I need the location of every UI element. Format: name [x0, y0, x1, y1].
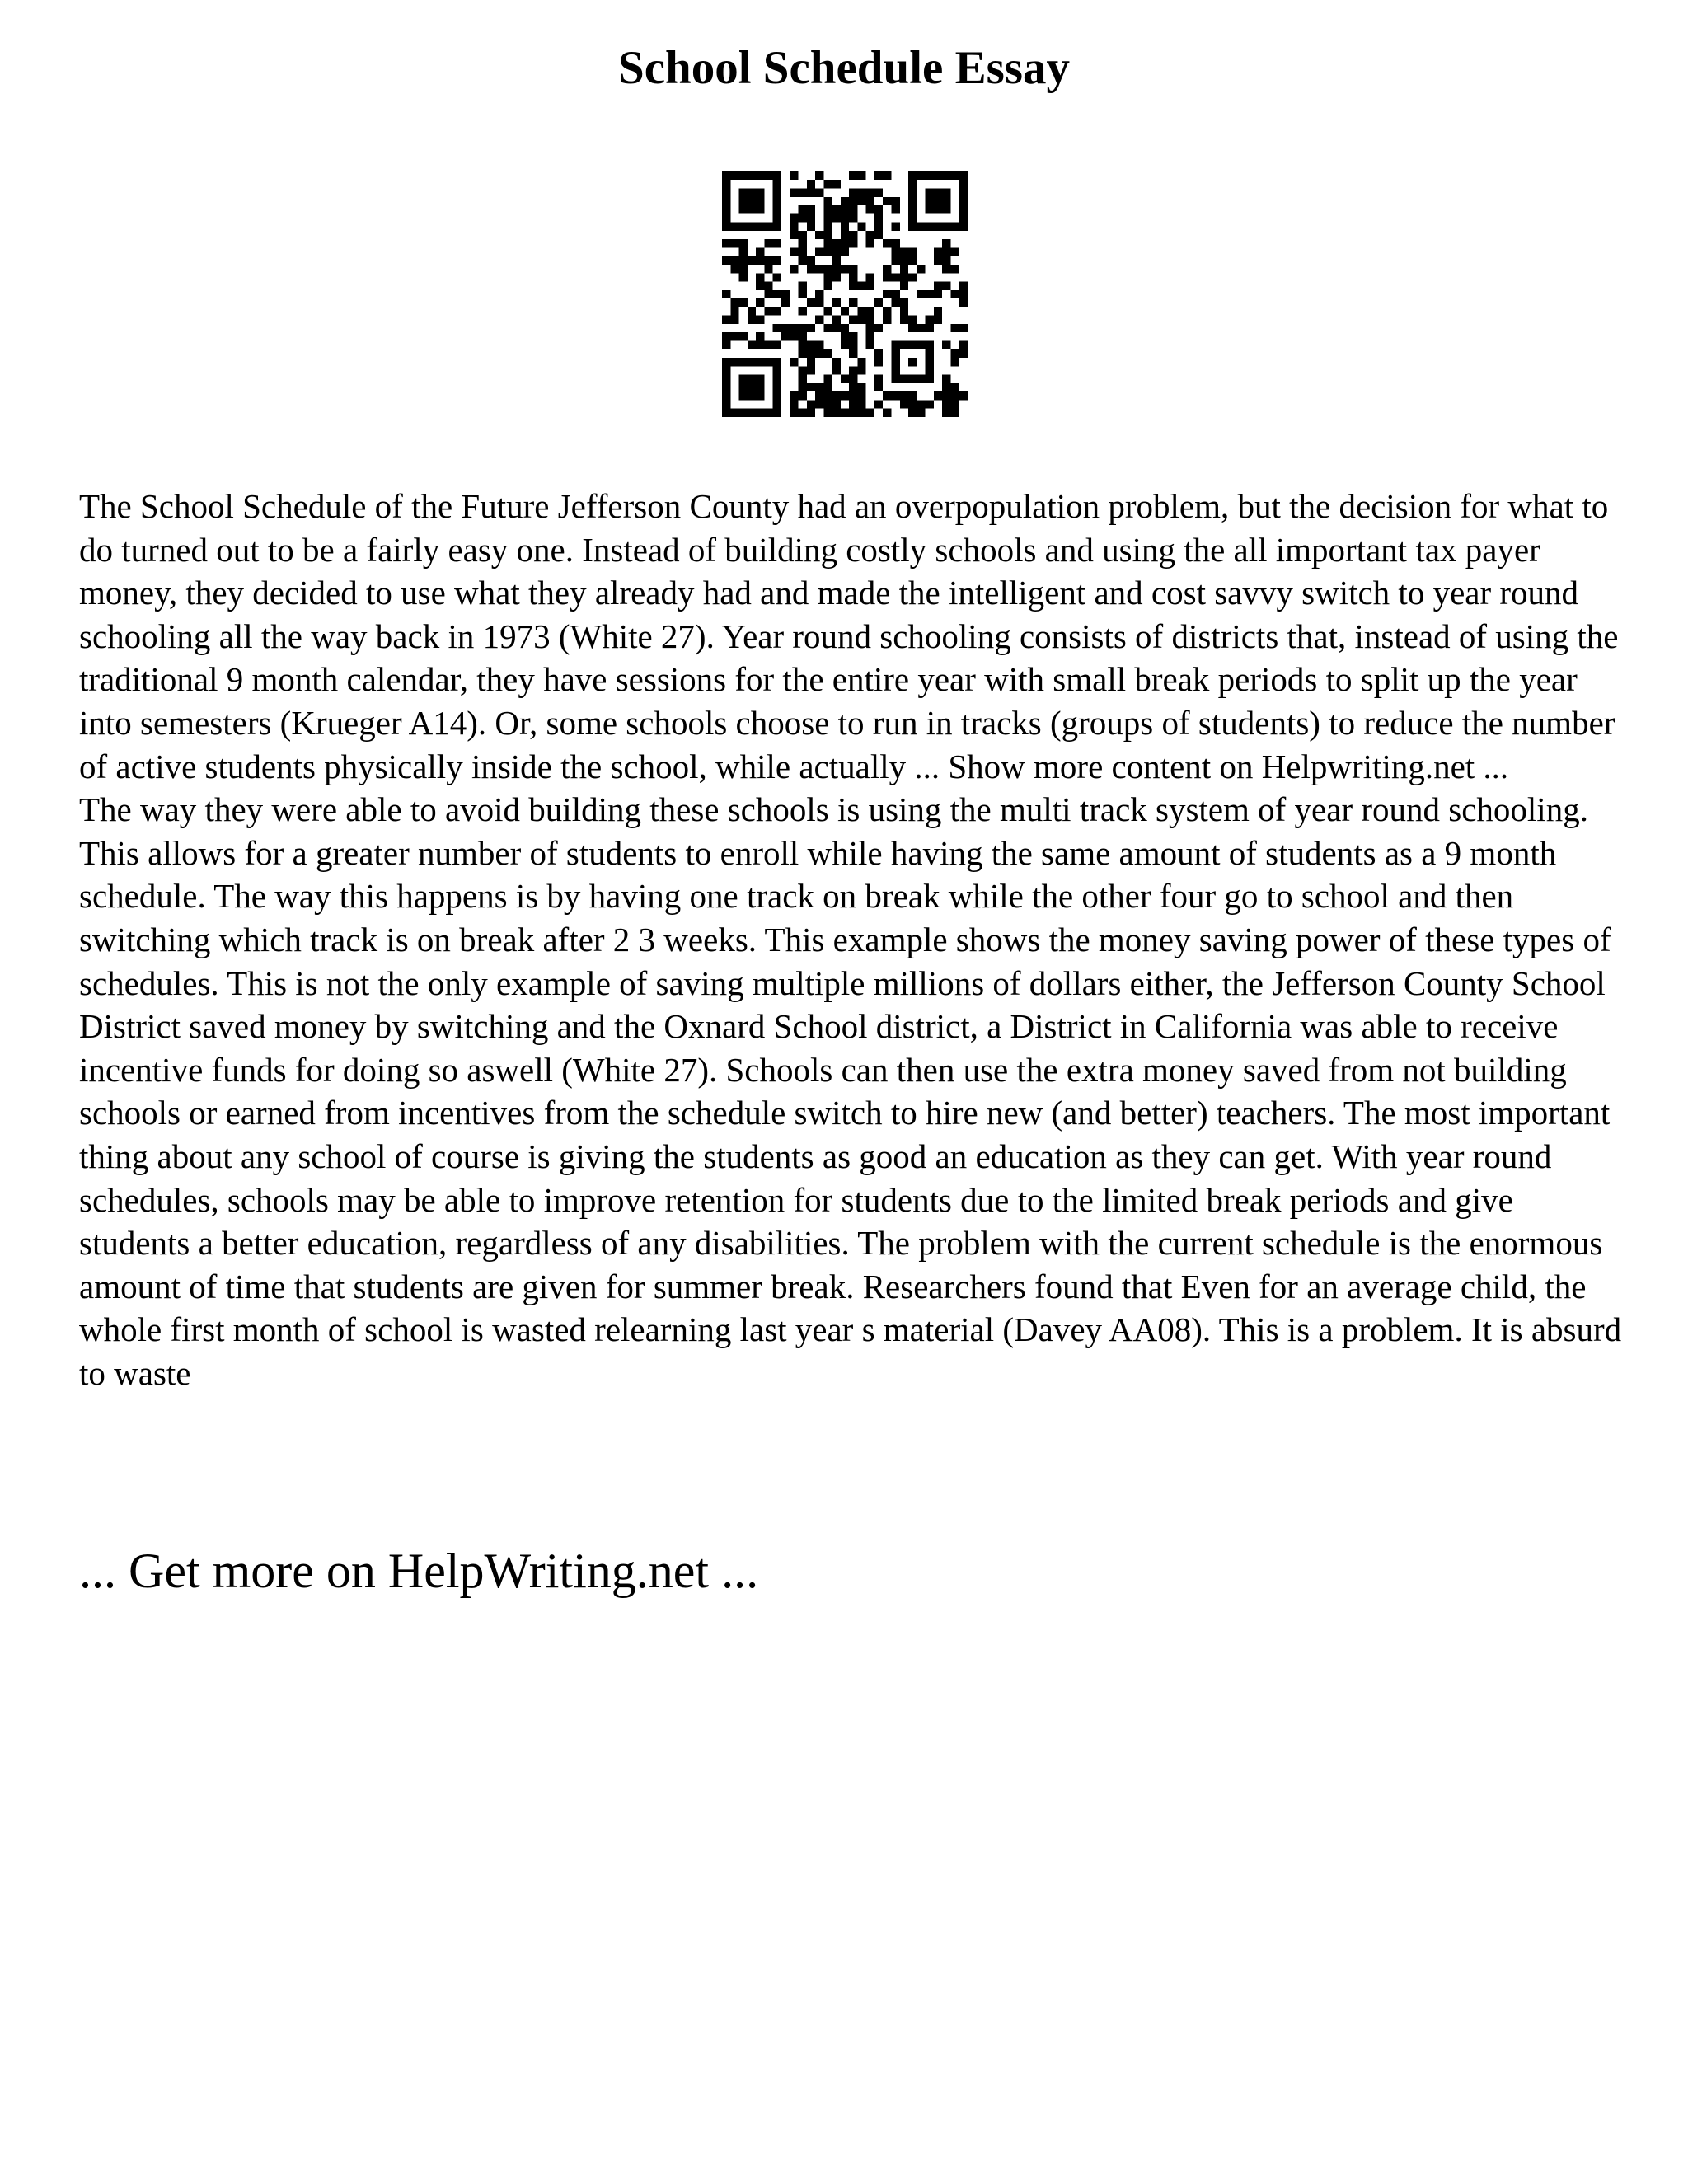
essay-body	[79, 485, 1629, 1394]
essay-paragraph-1: The School Schedule of the Future Jefferson County had an overpopulation problem, but the decision for what to do turned out to be a fairly easy one. Instead of building costly schools and using the all important tax payer money, they decided to use what they already had and made the intelligent and cost savvy switch to year round schooling all the way back in 1973 (White 27). Year round schooling consists of districts that, instead of using the traditional 9 month calendar, they have sessions for the entire year with small break periods to split up the year into semesters (Krueger A14). Or, some schools choose to run in tracks (groups of students) to reduce the number of active students physically inside the school, while actually ... Show more content on Helpwriting.net ...	[79, 487, 1619, 785]
qr-code-icon	[722, 171, 968, 417]
essay-paragraph-2: The way they were able to avoid building these schools is using the multi track system of year round schooling. This allows for a greater number of students to enroll while having the same amount of students as a 9 month schedule. The way this happens is by having one track on break while the other four go to school and then switching which track is on break after 2 3 weeks. This example shows the money saving power of these types of schedules. This is not the only example of saving multiple millions of dollars either, the Jefferson County School District saved money by switching and the Oxnard School district, a District in California was able to receive incentive funds for doing so aswell (White 27). Schools can then use the extra money saved from not building schools or earned from incentives from the schedule switch to hire new (and better) teachers. The most important thing about any school of course is giving the students as good an education as they can get. With year round schedules, schools may be able to improve retention for students due to the limited break periods and give students a better education, regardless of any disabilities. The problem with the current schedule is the enormous amount of time that students are given for summer break. Researchers found that Even for an average child, the whole first month of school is wasted relearning last year s material (Davey AA08). This is a problem. It is absurd to waste	[79, 790, 1622, 1392]
page-title: School Schedule Essay	[618, 42, 1070, 94]
get-more-link[interactable]: ... Get more on HelpWriting.net ...	[79, 1544, 759, 1598]
